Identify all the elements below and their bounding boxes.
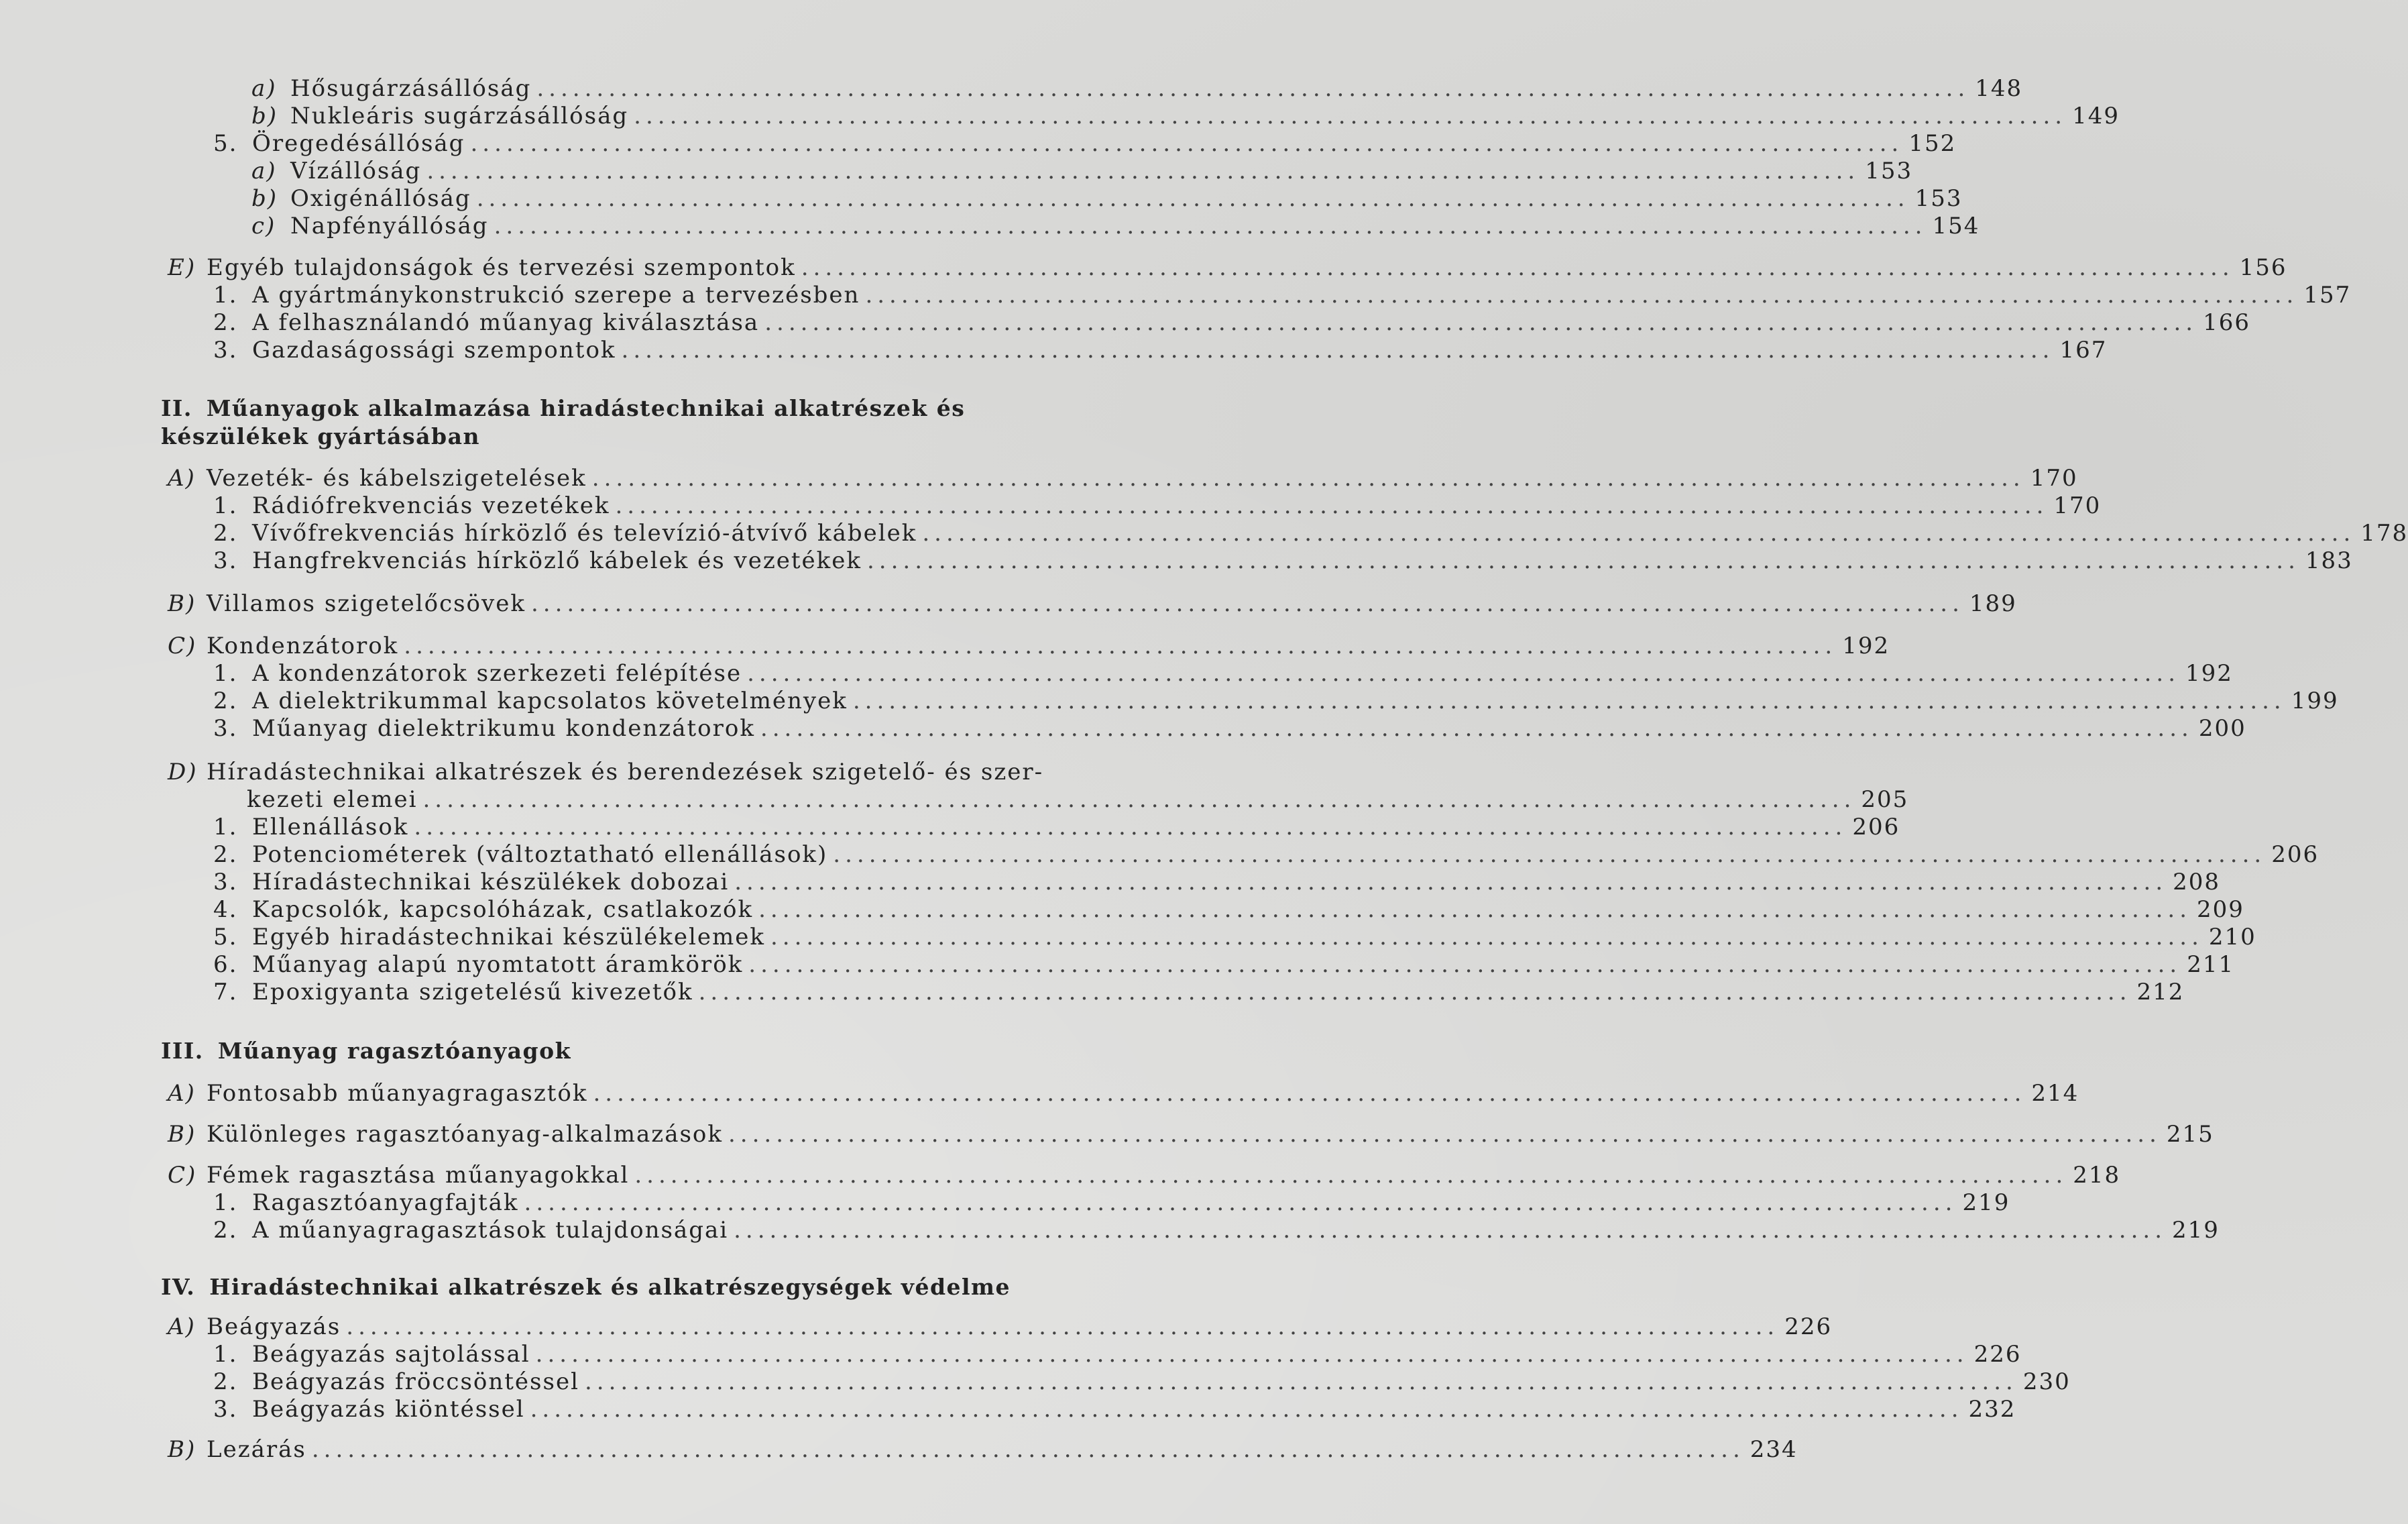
toc-entry-title: Műanyag dielektrikumu kondenzátorok <box>252 715 755 742</box>
toc-entry <box>168 1162 2121 1190</box>
toc-page-number: 210 <box>2208 924 2256 950</box>
toc-entry <box>168 590 2017 618</box>
toc-leader-dots: ........................................................................................................................ <box>698 979 2132 1005</box>
toc-entry-label: 1. <box>213 1189 238 1216</box>
toc-entry <box>168 1080 2079 1108</box>
toc-entry <box>251 185 1963 213</box>
toc-page-number: 214 <box>2031 1080 2079 1107</box>
toc-entry-title: Oxigénállóság <box>290 185 471 212</box>
toc-entry-label: A) <box>168 465 196 492</box>
toc-entry <box>168 1121 2214 1149</box>
toc-entry-title: A felhasználandó műanyag kiválasztása <box>252 309 760 336</box>
toc-leader-dots: ........................................................................................................................ <box>634 1162 2068 1189</box>
toc-leader-dots: ........................................................................................................................ <box>865 282 2299 309</box>
toc-page-number: 219 <box>2172 1217 2220 1244</box>
toc-leader-dots: ........................................................................................................................ <box>758 896 2192 923</box>
toc-entry-label: A) <box>168 1080 196 1107</box>
toc-leader-dots: ........................................................................................................................ <box>615 492 2049 519</box>
toc-entry <box>168 1313 1833 1342</box>
toc-entry <box>213 1368 2071 1397</box>
toc-entry-label: 2. <box>213 309 238 336</box>
toc-entry-label: b) <box>251 103 278 129</box>
toc-page-number: 153 <box>1865 158 1913 184</box>
toc-entry-label: 1. <box>213 660 238 687</box>
toc-entry <box>251 103 2120 131</box>
toc-entry-label: 3. <box>213 869 238 895</box>
toc-page-number: 149 <box>2072 103 2120 129</box>
toc-entry-label: 5. <box>213 924 238 950</box>
toc-entry-label: 5. <box>213 130 238 157</box>
toc-page-number: 170 <box>2030 465 2078 492</box>
toc-entry-label: 3. <box>213 1396 238 1423</box>
toc-entry-label: 2. <box>213 688 238 714</box>
toc-entry-label: C) <box>168 1162 197 1189</box>
toc-leader-dots: ........................................................................................................................ <box>536 75 1970 102</box>
toc-page-number: 211 <box>2187 951 2235 978</box>
toc-leader-dots: ........................................................................................................................ <box>728 1121 2161 1148</box>
toc-page-number: 178 <box>2360 520 2408 547</box>
toc-entry-label: 3. <box>213 547 238 574</box>
toc-entry-label: c) <box>251 213 276 239</box>
toc-leader-dots: ........................................................................................................................ <box>476 185 1910 212</box>
toc-leader-dots: ........................................................................................................................ <box>530 1396 1963 1423</box>
toc-page-number: 209 <box>2197 896 2244 923</box>
toc-page-number: 206 <box>2271 841 2319 868</box>
toc-page-number: 234 <box>1750 1436 1798 1463</box>
toc-entry-title: kezeti elemei <box>247 786 418 813</box>
toc-page-number: 189 <box>1969 590 2017 617</box>
toc-entry <box>213 869 2221 897</box>
toc-entry-title: Epoxigyanta szigetelésű kivezetők <box>252 979 693 1005</box>
toc-entry-title: Napfényállóság <box>290 213 489 239</box>
toc-entry-label: B) <box>168 1436 196 1463</box>
toc-entry <box>213 951 2235 979</box>
toc-entry-title: Beágyazás fröccsöntéssel <box>252 1368 579 1395</box>
toc-entry <box>168 254 2287 282</box>
section-number: III. <box>161 1038 204 1064</box>
toc-entry-title: Vezeték- és kábelszigetelések <box>207 465 587 492</box>
toc-entry-label: E) <box>168 254 196 281</box>
section-title: Hiradástechnikai alkatrészek és alkatrészegységek védelme <box>209 1274 1011 1300</box>
toc-entry-label: 1. <box>213 1341 238 1368</box>
toc-leader-dots: ........................................................................................................................ <box>734 869 2168 895</box>
toc-entry-title: Egyéb tulajdonságok és tervezési szempontok <box>207 254 796 281</box>
toc-leader-dots: ........................................................................................................................ <box>470 130 1904 157</box>
toc-entry-title: Potenciométerek (változtatható ellenállások) <box>252 841 828 868</box>
toc-page-number: 226 <box>1973 1341 2022 1368</box>
toc-entry <box>213 520 2408 548</box>
toc-page-number: 200 <box>2198 715 2246 742</box>
toc-entry-title: Nukleáris sugárzásállóság <box>290 103 629 129</box>
toc-leader-dots: ........................................................................................................................ <box>922 520 2356 547</box>
toc-page-number: 170 <box>2053 492 2102 519</box>
toc-entry-title: Rádiófrekvenciás vezetékek <box>252 492 610 519</box>
toc-entry-label: 7. <box>213 979 238 1005</box>
toc-leader-dots: ........................................................................................................................ <box>494 213 1927 239</box>
toc-entry <box>251 75 2023 103</box>
toc-entry <box>213 896 2244 924</box>
toc-leader-dots: ........................................................................................................................ <box>747 660 2181 687</box>
toc-entry <box>213 715 2246 743</box>
toc-page-number: 218 <box>2073 1162 2121 1189</box>
toc-entry-label: 1. <box>213 282 238 309</box>
toc-leader-dots: ........................................................................................................................ <box>770 924 2203 950</box>
toc-leader-dots: ........................................................................................................................ <box>734 1217 2167 1244</box>
toc-leader-dots: ........................................................................................................................ <box>591 465 2025 492</box>
toc-entry <box>213 1217 2220 1245</box>
toc-entry <box>213 337 2108 365</box>
toc-entry-label: D) <box>168 759 198 785</box>
toc-leader-dots: ........................................................................................................................ <box>535 1341 1969 1368</box>
toc-entry-title: Lezárás <box>207 1436 306 1463</box>
toc-page-number: 206 <box>1852 814 1900 840</box>
toc-entry <box>247 786 1909 814</box>
toc-entry-title: Villamos szigetelőcsövek <box>207 590 526 617</box>
toc-entry-label: 2. <box>213 520 238 547</box>
toc-leader-dots: ........................................................................................................................ <box>748 951 2182 978</box>
toc-leader-dots: ........................................................................................................................ <box>524 1189 1957 1216</box>
toc-entry-title: Kapcsolók, kapcsolóházak, csatlakozók <box>252 896 754 923</box>
toc-leader-dots: ........................................................................................................................ <box>404 633 1837 659</box>
toc-entry-title: Kondenzátorok <box>207 633 399 659</box>
toc-entry-title: Gazdaságossági szempontok <box>252 337 616 364</box>
toc-entry-label: 6. <box>213 951 238 978</box>
toc-entry <box>213 130 1957 158</box>
toc-entry-title: Híradástechnikai alkatrészek és berendezések szigetelő- és szer- <box>207 759 1044 785</box>
toc-entry <box>168 759 1085 787</box>
toc-entry-label: 1. <box>213 814 238 840</box>
toc-entry <box>213 282 2352 310</box>
toc-entry-title: Egyéb hiradástechnikai készülékelemek <box>252 924 765 950</box>
toc-entry-title: Hangfrekvenciás hírközlő kábelek és vezetékek <box>252 547 862 574</box>
toc-page-number: 192 <box>2185 660 2233 687</box>
toc-page-number: 230 <box>2022 1368 2071 1395</box>
toc-page-number: 199 <box>2291 688 2339 714</box>
toc-leader-dots: ........................................................................................................................ <box>311 1436 1745 1463</box>
toc-page-number: 152 <box>1908 130 1957 157</box>
toc-entry-title: A dielektrikummal kapcsolatos követelmények <box>252 688 848 714</box>
toc-entry-title: Különleges ragasztóanyag-alkalmazások <box>207 1121 723 1148</box>
section-title: Műanyagok alkalmazása hiradástechnikai alkatrészek és készülékek gyártásában <box>161 395 966 449</box>
toc-entry <box>213 814 1900 842</box>
toc-entry-title: Ellenállások <box>252 814 409 840</box>
toc-entry <box>213 841 2319 869</box>
toc-entry-title: Beágyazás kiöntéssel <box>252 1396 525 1423</box>
toc-entry-title: Vízállóság <box>290 158 422 184</box>
toc-entry-title: Öregedésállóság <box>252 130 465 157</box>
toc-entry-title: Fontosabb műanyagragasztók <box>207 1080 588 1107</box>
toc-leader-dots: ........................................................................................................................ <box>422 786 1856 813</box>
toc-page-number: 166 <box>2203 309 2251 336</box>
toc-entry-title: Vívőfrekvenciás hírközlő és televízió-átvívő kábelek <box>252 520 917 547</box>
toc-entry <box>168 1436 1798 1464</box>
toc-leader-dots: ........................................................................................................................ <box>801 254 2234 281</box>
section-heading-iv <box>161 1273 1086 1301</box>
toc-entry-title: A műanyagragasztások tulajdonságai <box>252 1217 729 1244</box>
toc-leader-dots: ........................................................................................................................ <box>346 1313 1780 1340</box>
toc-page-number: 232 <box>1968 1396 2016 1423</box>
toc-page-number: 212 <box>2136 979 2185 1005</box>
toc-page-number: 208 <box>2173 869 2221 895</box>
toc-leader-dots: ........................................................................................................................ <box>621 337 2055 364</box>
toc-entry-title: Beágyazás sajtolással <box>252 1341 530 1368</box>
toc-entry-title: Műanyag alapú nyomtatott áramkörök <box>252 951 744 978</box>
toc-entry <box>213 924 2256 952</box>
toc-leader-dots: ........................................................................................................................ <box>530 590 1964 617</box>
toc-entry <box>213 1396 2016 1424</box>
toc-entry-title: Beágyazás <box>207 1313 341 1340</box>
toc-leader-dots: ........................................................................................................................ <box>634 103 2067 129</box>
toc-page-number: 183 <box>2305 547 2353 574</box>
toc-leader-dots: ........................................................................................................................ <box>593 1080 2026 1107</box>
toc-entry-title: Fémek ragasztása műanyagokkal <box>207 1162 630 1189</box>
toc-leader-dots: ........................................................................................................................ <box>414 814 1847 840</box>
toc-entry <box>168 465 2078 493</box>
toc-entry-title: Híradástechnikai készülékek dobozai <box>252 869 730 895</box>
toc-page-number: 154 <box>1932 213 1980 239</box>
toc-entry <box>168 633 1890 661</box>
toc-entry <box>213 309 2251 337</box>
toc-entry-title: Hősugárzásállóság <box>290 75 532 102</box>
toc-page-number: 215 <box>2166 1121 2214 1148</box>
toc-page-number: 192 <box>1842 633 1890 659</box>
toc-entry <box>213 1189 2010 1217</box>
toc-page-number: 157 <box>2303 282 2352 309</box>
toc-page-number: 156 <box>2239 254 2287 281</box>
section-number: IV. <box>161 1274 196 1300</box>
toc-entry-label: a) <box>251 75 277 102</box>
toc-page-number: 148 <box>1975 75 2023 102</box>
toc-entry-label: 2. <box>213 1217 238 1244</box>
toc-page-number: 153 <box>1914 185 1963 212</box>
toc-page-number: 219 <box>1962 1189 2010 1216</box>
toc-entry-title: A kondenzátorok szerkezeti felépítése <box>252 660 742 687</box>
toc-entry-label: C) <box>168 633 197 659</box>
toc-leader-dots: ........................................................................................................................ <box>867 547 2300 574</box>
toc-leader-dots: ........................................................................................................................ <box>852 688 2286 714</box>
toc-leader-dots: ........................................................................................................................ <box>426 158 1860 184</box>
toc-entry-title: Ragasztóanyagfajták <box>252 1189 519 1216</box>
toc-entry-label: B) <box>168 1121 196 1148</box>
toc-entry <box>251 158 1913 186</box>
toc-leader-dots: ........................................................................................................................ <box>584 1368 2018 1395</box>
toc-entry <box>213 547 2353 576</box>
toc-entry <box>213 688 2339 716</box>
toc-entry <box>213 1341 2022 1369</box>
toc-entry-label: 4. <box>213 896 238 923</box>
section-number: II. <box>161 395 192 421</box>
toc-leader-dots: ........................................................................................................................ <box>833 841 2267 868</box>
toc-leader-dots: ........................................................................................................................ <box>760 715 2193 742</box>
toc-entry-label: 2. <box>213 1368 238 1395</box>
toc-entry <box>213 660 2233 688</box>
section-heading-iii <box>161 1037 1086 1065</box>
toc-entry <box>213 979 2185 1007</box>
toc-entry <box>213 492 2102 521</box>
toc-entry-label: A) <box>168 1313 196 1340</box>
toc-entry-label: B) <box>168 590 196 617</box>
toc-page-number: 167 <box>2059 337 2108 364</box>
toc-entry-title: A gyártmánykonstrukció szerepe a tervezésben <box>252 282 860 309</box>
section-title: Műanyag ragasztóanyagok <box>217 1038 572 1064</box>
section-heading-ii <box>161 394 1086 451</box>
toc-entry <box>251 213 1980 241</box>
toc-entry-label: 3. <box>213 337 238 364</box>
toc-entry-label: b) <box>251 185 278 212</box>
toc-entry-label: 2. <box>213 841 238 868</box>
toc-page-number: 226 <box>1784 1313 1833 1340</box>
toc-page-number: 205 <box>1861 786 1909 813</box>
toc-entry-label: a) <box>251 158 277 184</box>
toc-entry-label: 1. <box>213 492 238 519</box>
toc-entry-label: 3. <box>213 715 238 742</box>
toc-leader-dots: ........................................................................................................................ <box>764 309 2198 336</box>
